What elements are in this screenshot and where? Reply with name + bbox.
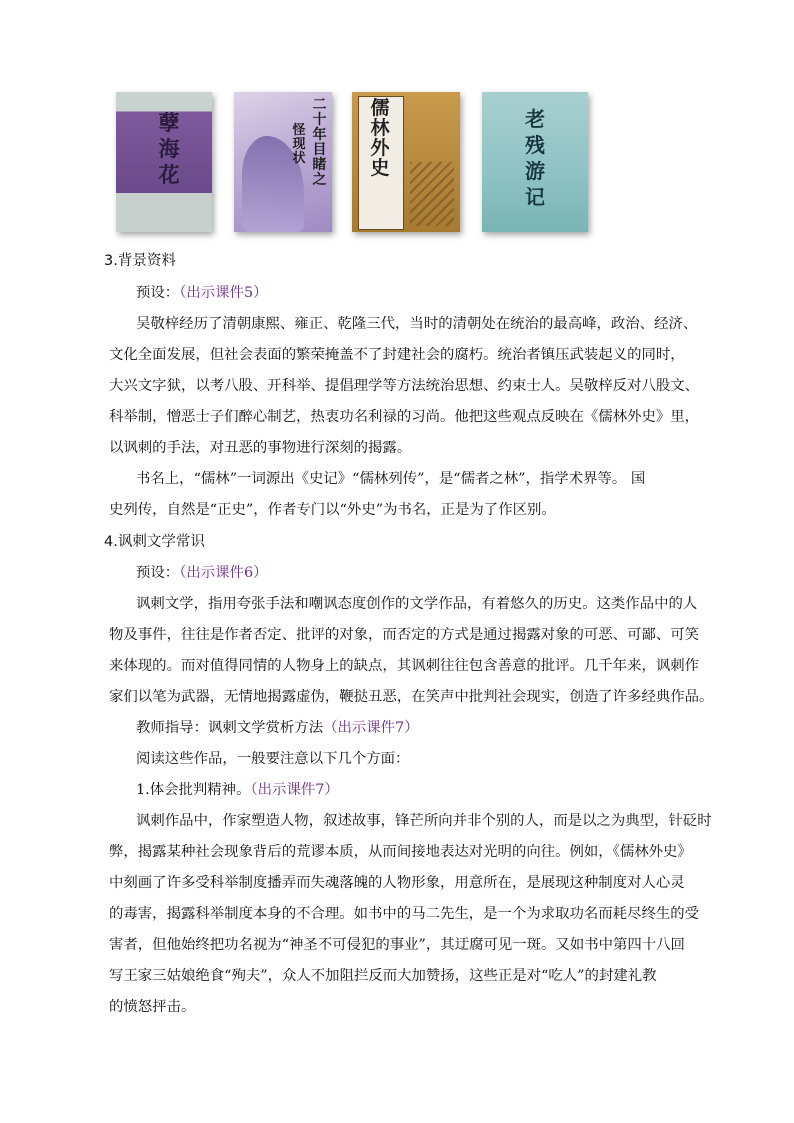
- book-cover-niehaihua: [116, 92, 212, 232]
- paragraph-line: 的毒害，揭露科举制度本身的不合理。如书中的马二先生，是一个为求取功名而耗尽终生的受: [109, 906, 700, 922]
- paragraph-line: 弊，揭露某种社会现象背后的荒谬本质，从而间接地表达对光明的向往。例如，《儒林外史》: [109, 844, 692, 860]
- paragraph-line: 害者，但他始终把功名视为“神圣不可侵犯的事业”，其迂腐可见一斑。又如书中第四十八回: [109, 937, 685, 953]
- preset-line: [136, 561, 268, 582]
- preset-label: 预设：: [136, 285, 180, 301]
- paragraph-line: 写王家三姑娘绝食“殉夫”，众人不加阻拦反而大加赞扬，这些正是对“吃人”的封建礼教: [109, 968, 657, 984]
- book-covers-row: [112, 92, 592, 234]
- book-cover-rulinwaishi: [352, 92, 460, 232]
- courseware-ref: （出示课件7）: [250, 782, 339, 798]
- reading-intro: 阅读这些作品，一般要注意以下几个方面：: [136, 751, 410, 767]
- paragraph-line: 物及事件，往往是作者否定、批评的对象，而否定的方式是通过揭露对象的可恶、可鄙、可笑: [109, 627, 700, 643]
- preset-label: 预设：: [136, 565, 180, 581]
- paragraph-line: 吴敬梓经历了清朝康熙、雍正、乾隆三代，当时的清朝处在统治的最高峰，政治、经济、: [136, 316, 698, 332]
- courseware-ref: （出示课件6）: [179, 565, 268, 581]
- paragraph-line: 的愤怒抨击。: [109, 999, 196, 1015]
- paragraph-line: 科举制，憎恶士子们醉心制艺，热衷功名利禄的习尚。他把这些观点反映在《儒林外史》里，: [109, 409, 700, 425]
- paragraph-line: 中刻画了许多受科举制度播弄而失魂落魄的人物形象，用意所在，是展现这种制度对人心灵: [109, 875, 685, 891]
- paragraph-line: 大兴文字狱，以考八股、开科举、提倡理学等方法统治思想、约束士人。吴敬梓反对八股文、: [109, 378, 700, 394]
- point-1-line: [136, 778, 339, 799]
- section-heading-background: 3.背景资料: [104, 253, 176, 269]
- paragraph-line: 史列传，自然是“正史”，作者专门以“外史”为书名，正是为了作区别。: [109, 502, 556, 518]
- courseware-ref: （出示课件5）: [179, 285, 268, 301]
- paragraph-line: 讽刺作品中，作家塑造人物，叙述故事，锋芒所向并非个别的人，而是以之为典型，针砭时: [136, 813, 712, 829]
- section-heading-satire: 4.讽刺文学常识: [104, 534, 205, 550]
- paragraph-line: 讽刺文学，指用夸张手法和嘲讽态度创作的文学作品，有着悠久的历史。这类作品中的人: [136, 596, 698, 612]
- paragraph-line: 书名上，“儒林”一词源出《史记》“儒林列传”，是“儒者之林”，指学术界等。 国: [136, 471, 646, 487]
- cover-illustration: [410, 162, 454, 226]
- book-title: 儒林外史: [370, 97, 390, 179]
- book-title: 孽海花: [158, 110, 180, 187]
- book-cover-laocanyouji: [482, 92, 588, 232]
- preset-line: [136, 281, 268, 302]
- point-1-label: 1.体会批判精神。: [136, 782, 251, 798]
- paragraph-line: 以讽刺的手法，对丑恶的事物进行深刻的揭露。: [109, 440, 412, 456]
- book-title-part-b: 怪现状: [292, 123, 306, 166]
- paragraph-line: 家们以笔为武器，无情地揭露虚伪，鞭挞丑恶，在笑声中批判社会现实，创造了许多经典作品。: [109, 689, 714, 705]
- paragraph-line: 来体现的。而对值得同情的人物身上的缺点，其讽刺往往包含善意的批评。几千年来，讽刺作: [109, 658, 700, 674]
- courseware-ref: （出示课件7）: [323, 720, 419, 736]
- book-title-part-a: 二十年目睹之: [312, 97, 327, 188]
- teacher-guidance-label: 教师指导：讽刺文学赏析方法: [136, 720, 324, 736]
- paragraph-line: 文化全面发展，但社会表面的繁荣掩盖不了封建社会的腐朽。统治者镇压武装起义的同时，: [109, 347, 685, 363]
- book-cover-ershinian: [234, 92, 332, 232]
- teacher-guidance-line: [136, 716, 419, 737]
- book-title: 老残游记: [525, 107, 545, 209]
